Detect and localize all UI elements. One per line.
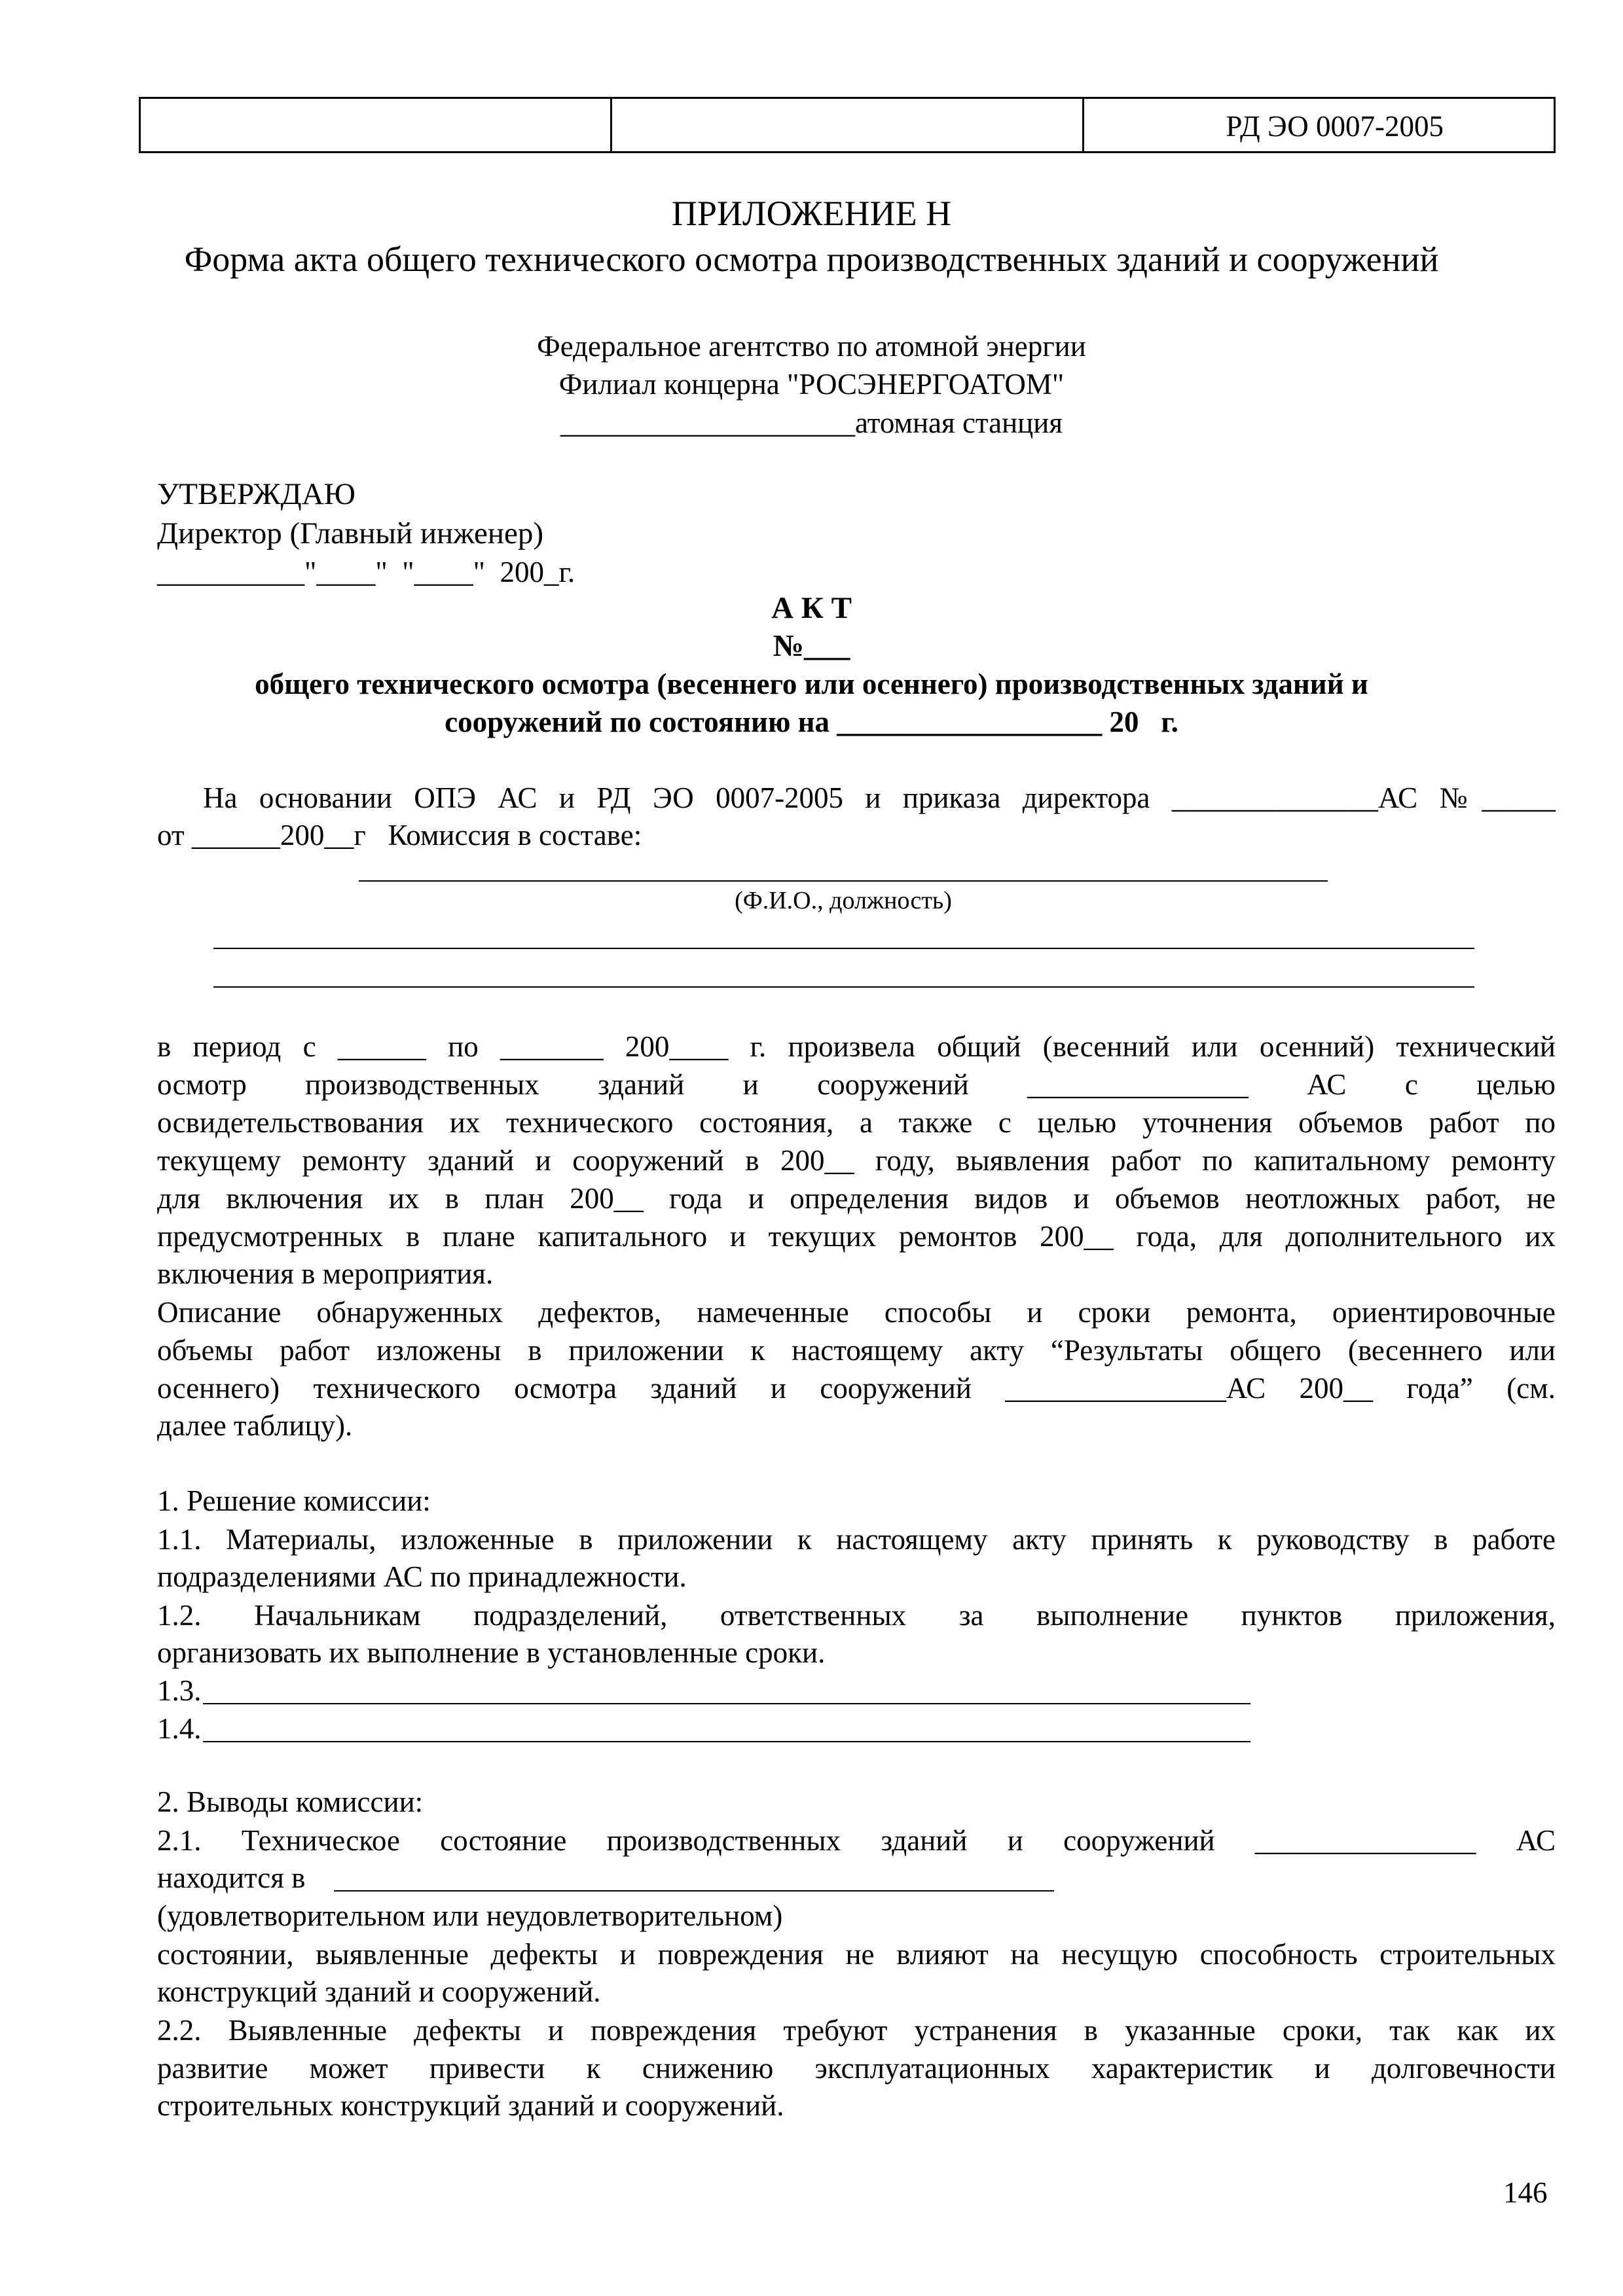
decision-p14-label: 1.4. bbox=[157, 1712, 202, 1745]
description-line-2: объемы работ изложены в приложении к настоящему акту “Результаты общего (весеннего или bbox=[157, 1334, 1556, 1367]
conclusions-heading: 2. Выводы комиссии: bbox=[157, 1785, 424, 1818]
header-table bbox=[139, 97, 1556, 153]
period-line-6: предусмотренных в плане капитального и текущих ремонтов 200__ года, для дополнительного их bbox=[157, 1220, 1556, 1253]
act-number: №___ bbox=[773, 629, 850, 663]
period-line-5: для включения их в план 200__ года и определения видов и объемов неотложных работ, не bbox=[157, 1182, 1556, 1215]
approve-word: УТВЕРЖДАЮ bbox=[157, 477, 356, 511]
fio-rule-3 bbox=[213, 986, 1474, 988]
document-code: РД ЭО 0007-2005 bbox=[1226, 110, 1444, 143]
act-title: А К Т bbox=[771, 591, 852, 625]
conclusions-p22-line1: 2.2. Выявленные дефекты и повреждения требуют устранения в указанные сроки, так как их bbox=[157, 2014, 1556, 2047]
page-number: 146 bbox=[1503, 2176, 1548, 2209]
fio-caption: (Ф.И.О., должность) bbox=[735, 887, 952, 914]
decision-p13-label: 1.3. bbox=[157, 1674, 202, 1707]
period-line-2: осмотр производственных зданий и сооружений _______________ АС с целью bbox=[157, 1068, 1556, 1101]
act-subject-line2: сооружений по состоянию на __________________ 20 г. bbox=[445, 706, 1178, 738]
appendix-title: ПРИЛОЖЕНИЕ Н bbox=[671, 194, 952, 233]
conclusions-p21-cont1: состоянии, выявленные дефекты и повреждения не влияют на несущую способность строительных bbox=[157, 1938, 1556, 1971]
decision-p12-line1: 1.2. Начальникам подразделений, ответственных за выполнение пунктов приложения, bbox=[157, 1599, 1556, 1632]
conclusions-p21-rule bbox=[334, 1890, 1054, 1892]
org-branch: Филиал концерна "РОСЭНЕРГОАТОМ" bbox=[558, 368, 1065, 401]
org-agency: Федеральное агентство по атомной энергии bbox=[537, 330, 1086, 363]
act-subject-line1: общего технического осмотра (весеннего или осеннего) производственных зданий и bbox=[255, 668, 1368, 700]
header-cell-1 bbox=[141, 99, 612, 151]
fio-rule-2 bbox=[213, 948, 1474, 949]
conclusions-p21-line2: находится в bbox=[157, 1861, 306, 1894]
approve-date-line: __________"____" "____" 200_г. bbox=[157, 556, 575, 588]
conclusions-p22-line2: развитие может привести к снижению эксплуатационных характеристик и долговечности bbox=[157, 2052, 1556, 2085]
description-line-4: далее таблицу). bbox=[157, 1409, 353, 1442]
decision-p14-rule bbox=[203, 1741, 1250, 1742]
fio-rule-1 bbox=[359, 880, 1328, 882]
decision-p12-line2: организовать их выполнение в установленные сроки. bbox=[157, 1636, 826, 1669]
header-cell-3 bbox=[1084, 99, 1554, 151]
basis-line1: На основании ОПЭ АС и РД ЭО 0007-2005 и приказа директора ______________АС №_____ bbox=[203, 781, 1556, 814]
appendix-subtitle: Форма акта общего технического осмотра производственных зданий и сооружений bbox=[184, 240, 1439, 279]
conclusions-p22-line3: строительных конструкций зданий и сооружений. bbox=[157, 2089, 784, 2122]
conclusions-p21-cont2: конструкций зданий и сооружений. bbox=[157, 1975, 601, 2008]
description-line-1: Описание обнаруженных дефектов, намеченные способы и сроки ремонта, ориентировочные bbox=[157, 1296, 1556, 1329]
decision-p13-rule bbox=[203, 1703, 1250, 1704]
decision-heading: 1. Решение комиссии: bbox=[157, 1484, 431, 1517]
period-line-4: текущему ремонту зданий и сооружений в 200__ году, выявления работ по капитальному ремонту bbox=[157, 1144, 1556, 1177]
basis-line2: от ______200__г Комиссия в составе: bbox=[157, 819, 642, 852]
conclusions-p21-line1: 2.1. Техническое состояние производственных зданий и сооружений _______________ АС bbox=[157, 1824, 1556, 1857]
header-cell-2 bbox=[612, 99, 1084, 151]
org-station: ____________________атомная станция bbox=[560, 406, 1063, 439]
conclusions-p21-caption: (удовлетворительном или неудовлетворительном) bbox=[157, 1899, 783, 1932]
decision-p11-line2: подразделениями АС по принадлежности. bbox=[157, 1560, 687, 1593]
period-line-1: в период с ______ по _______ 200____ г. произвела общий (весенний или осенний) технический bbox=[157, 1030, 1556, 1063]
period-line-7: включения в мероприятия. bbox=[157, 1257, 494, 1290]
description-line-3: осеннего) технического осмотра зданий и сооружений _______________АС 200__ года” (см. bbox=[157, 1372, 1556, 1405]
approve-role: Директор (Главный инженер) bbox=[157, 516, 544, 550]
period-line-3: освидетельствования их технического состояния, а также с целью уточнения объемов работ по bbox=[157, 1106, 1556, 1139]
decision-p11-line1: 1.1. Материалы, изложенные в приложении к настоящему акту принять к руководству в работе bbox=[157, 1523, 1556, 1556]
